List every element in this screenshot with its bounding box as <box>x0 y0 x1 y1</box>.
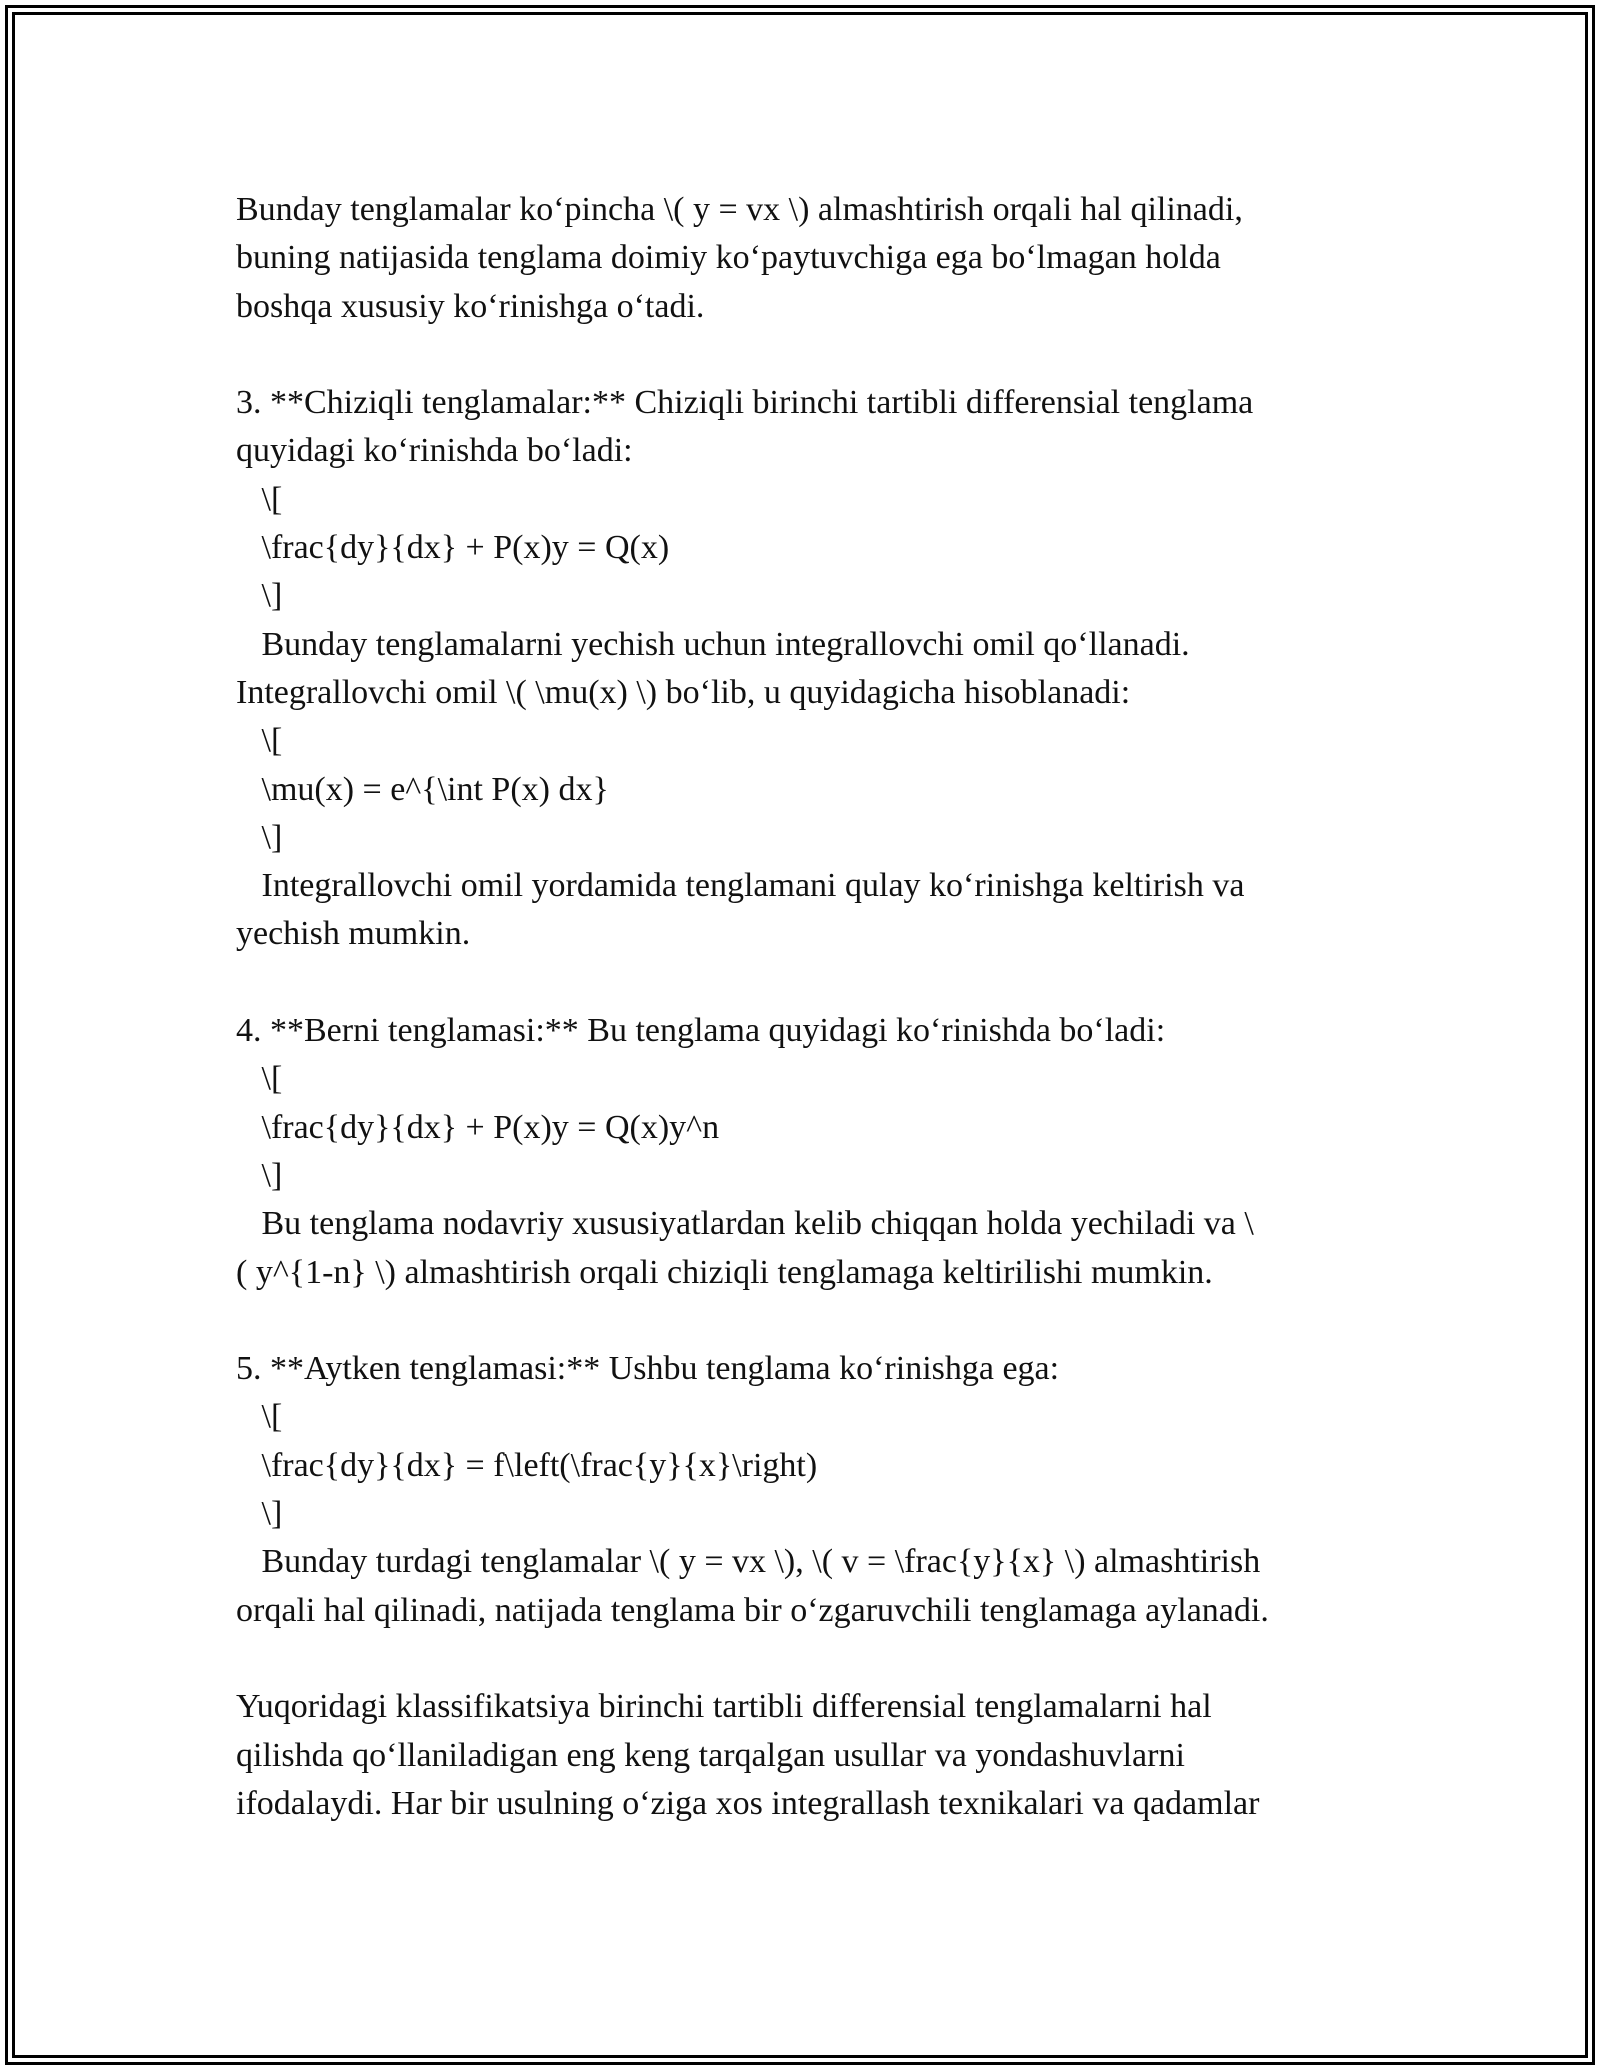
text-line: Bunday tenglamalar ko‘pincha \( y = vx \) almashtirish orqali hal qilinadi, <box>236 191 1243 228</box>
text-line: buning natijasida tenglama doimiy ko‘paytuvchiga ega bo‘lmagan holda <box>236 239 1221 277</box>
formula-open-line: \[ <box>236 1398 283 1436</box>
text-line: quyidagi ko‘rinishda bo‘ladi: <box>236 432 633 470</box>
formula-close-line: \] <box>236 1156 283 1194</box>
document-body <box>236 186 1376 1828</box>
formula-line: \mu(x) = e^{\int P(x) dx} <box>236 770 609 808</box>
text-line: Integrallovchi omil \( \mu(x) \) bo‘lib, u quyidagicha hisoblanadi: <box>236 673 1131 711</box>
blank-line <box>236 331 1376 379</box>
text-line: Bunday turdagi tenglamalar \( y = vx \), \( v = \frac{y}{x} \) almashtirish <box>236 1543 1261 1581</box>
blank-line <box>236 1635 1376 1683</box>
blank-line <box>236 959 1376 1007</box>
text-line: qilishda qo‘llaniladigan eng keng tarqalgan usullar va yondashuvlarni <box>236 1736 1185 1774</box>
text-line: Bu tenglama nodavriy xususiyatlardan kelib chiqqan holda yechiladi va \ <box>236 1205 1254 1243</box>
text-line: Yuqoridagi klassifikatsiya birinchi tartibli differensial tenglamalarni hal <box>236 1688 1212 1726</box>
formula-close-line: \] <box>236 577 283 615</box>
formula-open-line: \[ <box>236 722 283 760</box>
formula-close-line: \] <box>236 1495 283 1533</box>
formula-line: \frac{dy}{dx} + P(x)y = Q(x)y^n <box>236 1108 720 1146</box>
text-line: 5. **Aytken tenglamasi:** Ushbu tenglama ko‘rinishga ega: <box>236 1350 1060 1388</box>
text-line: 4. **Berni tenglamasi:** Bu tenglama quyidagi ko‘rinishda bo‘ladi: <box>236 1012 1166 1050</box>
text-line: orqali hal qilinadi, natijada tenglama bir o‘zgaruvchili tenglamaga aylanadi. <box>236 1591 1269 1629</box>
blank-line <box>236 1297 1376 1345</box>
text-line: yechish mumkin. <box>236 915 471 953</box>
text-line: ( y^{1-n} \) almashtirish orqali chiziqli tenglamaga keltirilishi mumkin. <box>236 1253 1213 1291</box>
text-line: Bunday tenglamalarni yechish uchun integrallovchi omil qo‘llanadi. <box>236 625 1190 663</box>
formula-line: \frac{dy}{dx} + P(x)y = Q(x) <box>236 529 670 567</box>
formula-open-line: \[ <box>236 1060 283 1098</box>
formula-open-line: \[ <box>236 480 283 518</box>
text-line: Integrallovchi omil yordamida tenglamani qulay ko‘rinishga keltirish va <box>236 867 1245 905</box>
text-line: 3. **Chiziqli tenglamalar:** Chiziqli birinchi tartibli differensial tenglama <box>236 384 1254 422</box>
formula-close-line: \] <box>236 818 283 856</box>
text-line: boshqa xususiy ko‘rinishga o‘tadi. <box>236 287 705 325</box>
text-line: ifodalaydi. Har bir usulning o‘ziga xos integrallash texnikalari va qadamlar <box>236 1784 1260 1822</box>
formula-line: \frac{dy}{dx} = f\left(\frac{y}{x}\right) <box>236 1446 818 1484</box>
